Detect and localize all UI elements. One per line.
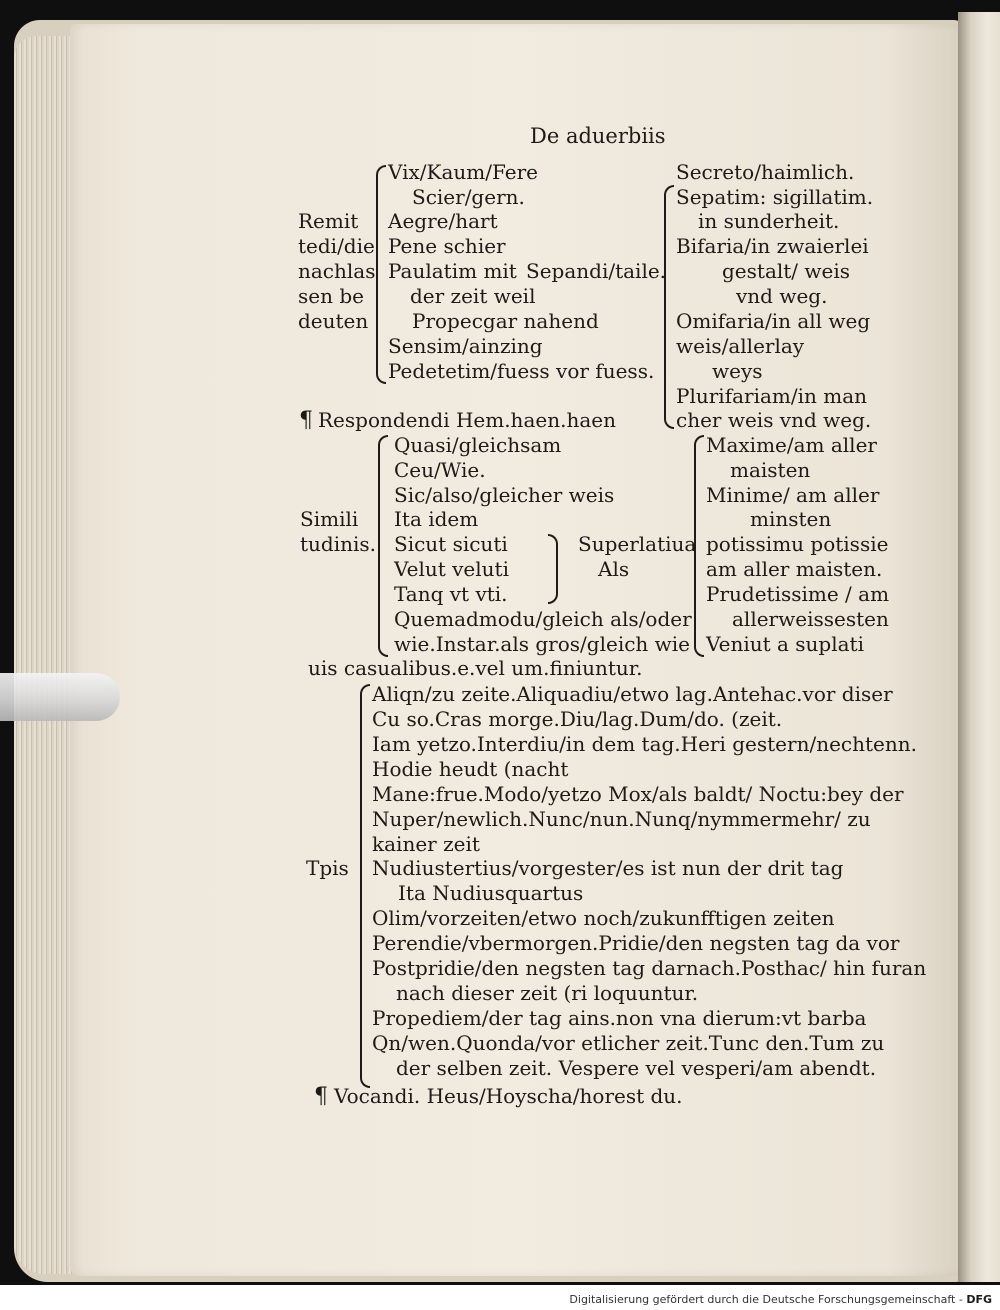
text-line: potissimu potissie xyxy=(706,532,889,556)
side-label: Sepandi/taile. xyxy=(526,259,667,283)
text-line: Postpridie/den negsten tag darnach.Posthac/ hin furan xyxy=(372,956,927,980)
text-line: Maxime/am aller xyxy=(706,433,877,457)
text-line: Tanq vt vti. xyxy=(394,582,508,606)
text-line: Paulatim mit xyxy=(388,259,517,283)
paragraph-mark: ¶ xyxy=(314,1084,328,1109)
dfg-logo: DFG xyxy=(966,1293,992,1306)
side-label: tudinis. xyxy=(300,532,377,556)
side-label: nachlas xyxy=(298,259,376,283)
text-line: Pedetetim/fuess vor fuess. xyxy=(388,359,655,383)
text-line: Respondendi Hem.haen.haen xyxy=(318,408,616,432)
text-line: allerweissesten xyxy=(732,607,889,631)
brace-remittendi xyxy=(376,165,386,384)
text-line: weis/allerlay xyxy=(676,334,805,358)
text-line: gestalt/ weis xyxy=(722,259,851,283)
text-line: Nuper/newlich.Nunc/nun.Nunq/nymmermehr/ zu xyxy=(372,807,871,831)
text-line: Veniut a suplati xyxy=(706,632,864,656)
text-line: Ceu/Wie. xyxy=(394,458,486,482)
brace-superlatiua xyxy=(694,435,704,657)
text-line: Velut veluti xyxy=(394,557,509,581)
text-line: Aliqn/zu zeite.Aliquadiu/etwo lag.Antehac.vor diser xyxy=(372,682,893,706)
text-line: Ita idem xyxy=(394,507,479,531)
text-line: Ita Nudiusquartus xyxy=(398,881,584,905)
text-line: Perendie/vbermorgen.Pridie/den negsten tag da vor xyxy=(372,931,900,955)
book-gutter xyxy=(958,12,1000,1282)
paragraph-mark: ¶ xyxy=(299,408,313,433)
text-line: vnd weg. xyxy=(736,284,828,308)
side-label: Als xyxy=(598,557,630,581)
text-line: Bifaria/in zwaierlei xyxy=(676,234,869,258)
text-line: weys xyxy=(712,359,763,383)
page-marker-tab xyxy=(0,673,120,721)
text-line: Quemadmodu/gleich als/oder xyxy=(394,607,692,631)
text-line: kainer zeit xyxy=(372,832,480,856)
text-line: Olim/vorzeiten/etwo noch/zukunfftigen zeiten xyxy=(372,906,835,930)
brace-sicut xyxy=(548,534,558,604)
side-label: Superlatiua xyxy=(578,532,697,556)
text-line: Sepatim: sigillatim. xyxy=(676,185,874,209)
text-line: minsten xyxy=(750,507,832,531)
text-line: uis casualibus.e.vel um.finiuntur. xyxy=(308,656,643,680)
text-line: Iam yetzo.Interdiu/in dem tag.Heri gestern/nechtenn. xyxy=(372,732,917,756)
text-line: Hodie heudt (nacht xyxy=(372,757,569,781)
text-line: der selben zeit. Vespere vel vesperi/am abendt. xyxy=(396,1056,877,1080)
text-line: Vocandi. Heus/Hoyscha/horest du. xyxy=(334,1084,683,1108)
text-line: wie.Instar.als gros/gleich wie xyxy=(394,632,691,656)
page-edges xyxy=(14,36,72,1274)
brace-separandi xyxy=(664,185,674,429)
side-label: Simili xyxy=(300,507,359,531)
text-line: Secreto/haimlich. xyxy=(676,160,855,184)
text-line: maisten xyxy=(730,458,811,482)
text-line: Nudiustertius/vorgester/es ist nun der drit tag xyxy=(372,856,844,880)
text-line: Quasi/gleichsam xyxy=(394,433,562,457)
side-label: sen be xyxy=(298,284,364,308)
side-label: tedi/die xyxy=(298,234,375,258)
text-line: Propediem/der tag ains.non vna dierum:vt barba xyxy=(372,1006,867,1030)
text-line: Omifaria/in all weg xyxy=(676,309,871,333)
text-line: Propecgar nahend xyxy=(412,309,599,333)
text-line: der zeit weil xyxy=(410,284,536,308)
text-line: Plurifariam/in man xyxy=(676,384,868,408)
text-line: Qn/wen.Quonda/vor etlicher zeit.Tunc den.Tum zu xyxy=(372,1031,885,1055)
side-label: Remit xyxy=(298,209,359,233)
text-line: nach dieser zeit (ri loquuntur. xyxy=(396,981,699,1005)
text-line: in sunderheit. xyxy=(698,209,840,233)
brace-similitudinis xyxy=(378,435,388,657)
text-line: Minime/ am aller xyxy=(706,483,880,507)
text-line: Cu so.Cras morge.Diu/lag.Dum/do. (zeit. xyxy=(372,707,783,731)
text-line: Prudetissime / am xyxy=(706,582,890,606)
footer-text: Digitalisierung gefördert durch die Deutsche Forschungsgemeinschaft - xyxy=(569,1293,963,1306)
text-line: Sensim/ainzing xyxy=(388,334,543,358)
text-line: Scier/gern. xyxy=(412,185,525,209)
side-label: deuten xyxy=(298,309,369,333)
text-line: Sic/also/gleicher weis xyxy=(394,483,615,507)
text-line: Vix/Kaum/Fere xyxy=(388,160,538,184)
text-line: Aegre/hart xyxy=(388,209,498,233)
footer-credit xyxy=(569,1293,992,1306)
text-line: Sicut sicuti xyxy=(394,532,508,556)
side-label: Tpis xyxy=(306,856,349,880)
brace-temporis xyxy=(360,684,370,1088)
text-line: Pene schier xyxy=(388,234,506,258)
text-line: am aller maisten. xyxy=(706,557,883,581)
running-header: De aduerbiis xyxy=(530,124,666,148)
text-line: Mane:frue.Modo/yetzo Mox/als baldt/ Noctu:bey der xyxy=(372,782,904,806)
text-line: cher weis vnd weg. xyxy=(676,408,872,432)
